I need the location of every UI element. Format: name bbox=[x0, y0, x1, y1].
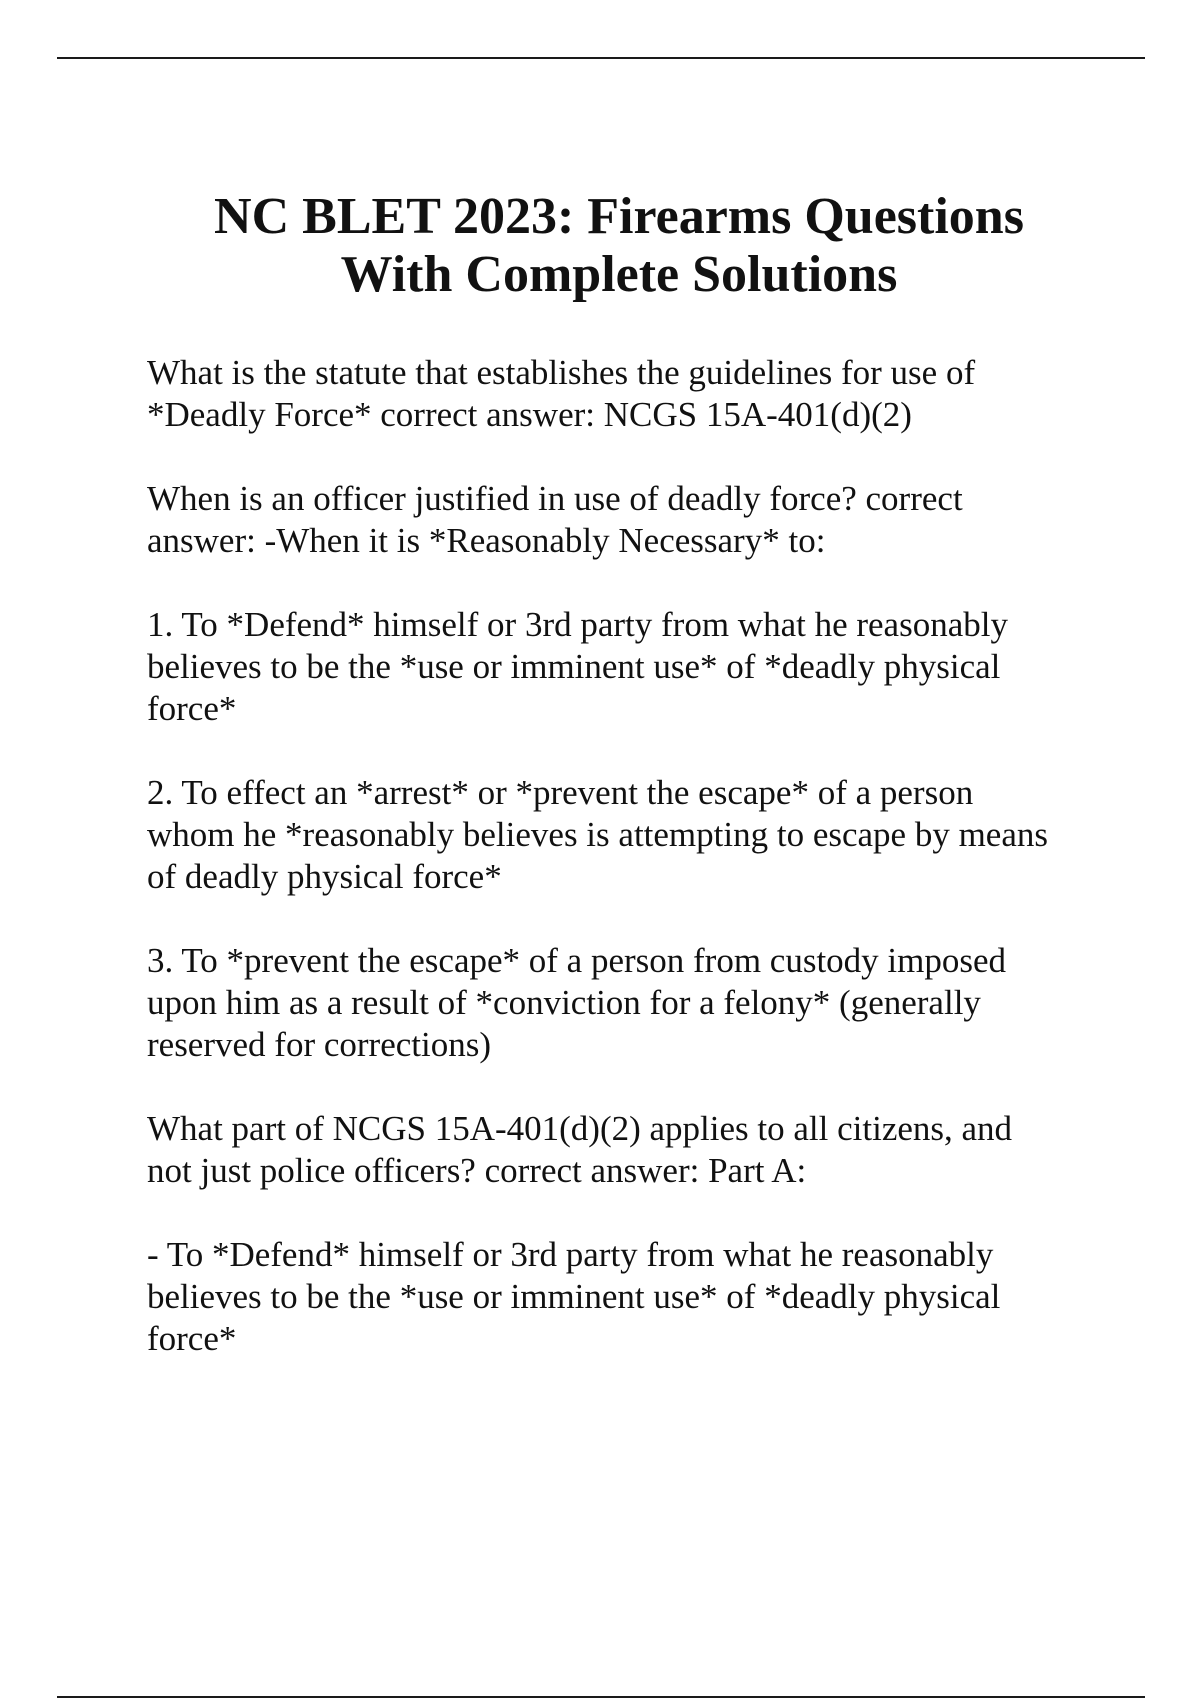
text-line: of deadly physical force* bbox=[147, 857, 502, 896]
document-title bbox=[0, 188, 1200, 304]
answer-part-a bbox=[147, 1234, 1147, 1360]
text-line: force* bbox=[147, 689, 237, 728]
document-body bbox=[147, 352, 1147, 1402]
top-rule bbox=[57, 57, 1145, 59]
text-line: What part of NCGS 15A-401(d)(2) applies to all citizens, and bbox=[147, 1109, 1013, 1148]
title-line-2: With Complete Solutions bbox=[340, 246, 898, 303]
text-line: - To *Defend* himself or 3rd party from what he reasonably bbox=[147, 1235, 994, 1274]
text-line: 2. To effect an *arrest* or *prevent the escape* of a person bbox=[147, 773, 974, 812]
question-2-paragraph bbox=[147, 478, 1147, 562]
text-line: upon him as a result of *conviction for a felony* (generally bbox=[147, 983, 981, 1022]
text-line: believes to be the *use or imminent use* of *deadly physical bbox=[147, 1277, 1001, 1316]
answer-item-2 bbox=[147, 772, 1147, 898]
text-line: answer: -When it is *Reasonably Necessary* to: bbox=[147, 521, 826, 560]
text-line: force* bbox=[147, 1319, 237, 1358]
text-line: What is the statute that establishes the guidelines for use of bbox=[147, 353, 976, 392]
question-3-paragraph bbox=[147, 1108, 1147, 1192]
answer-item-3 bbox=[147, 940, 1147, 1066]
text-line: not just police officers? correct answer: Part A: bbox=[147, 1151, 807, 1190]
bottom-rule bbox=[57, 1696, 1145, 1698]
text-line: *Deadly Force* correct answer: NCGS 15A-401(d)(2) bbox=[147, 395, 912, 434]
text-line: 1. To *Defend* himself or 3rd party from what he reasonably bbox=[147, 605, 1008, 644]
text-line: reserved for corrections) bbox=[147, 1025, 491, 1064]
answer-item-1 bbox=[147, 604, 1147, 730]
text-line: whom he *reasonably believes is attempting to escape by means bbox=[147, 815, 1048, 854]
text-line: believes to be the *use or imminent use* of *deadly physical bbox=[147, 647, 1001, 686]
text-line: 3. To *prevent the escape* of a person from custody imposed bbox=[147, 941, 1007, 980]
question-1-paragraph bbox=[147, 352, 1147, 436]
text-line: When is an officer justified in use of deadly force? correct bbox=[147, 479, 963, 518]
title-line-1: NC BLET 2023: Firearms Questions bbox=[214, 188, 1024, 245]
